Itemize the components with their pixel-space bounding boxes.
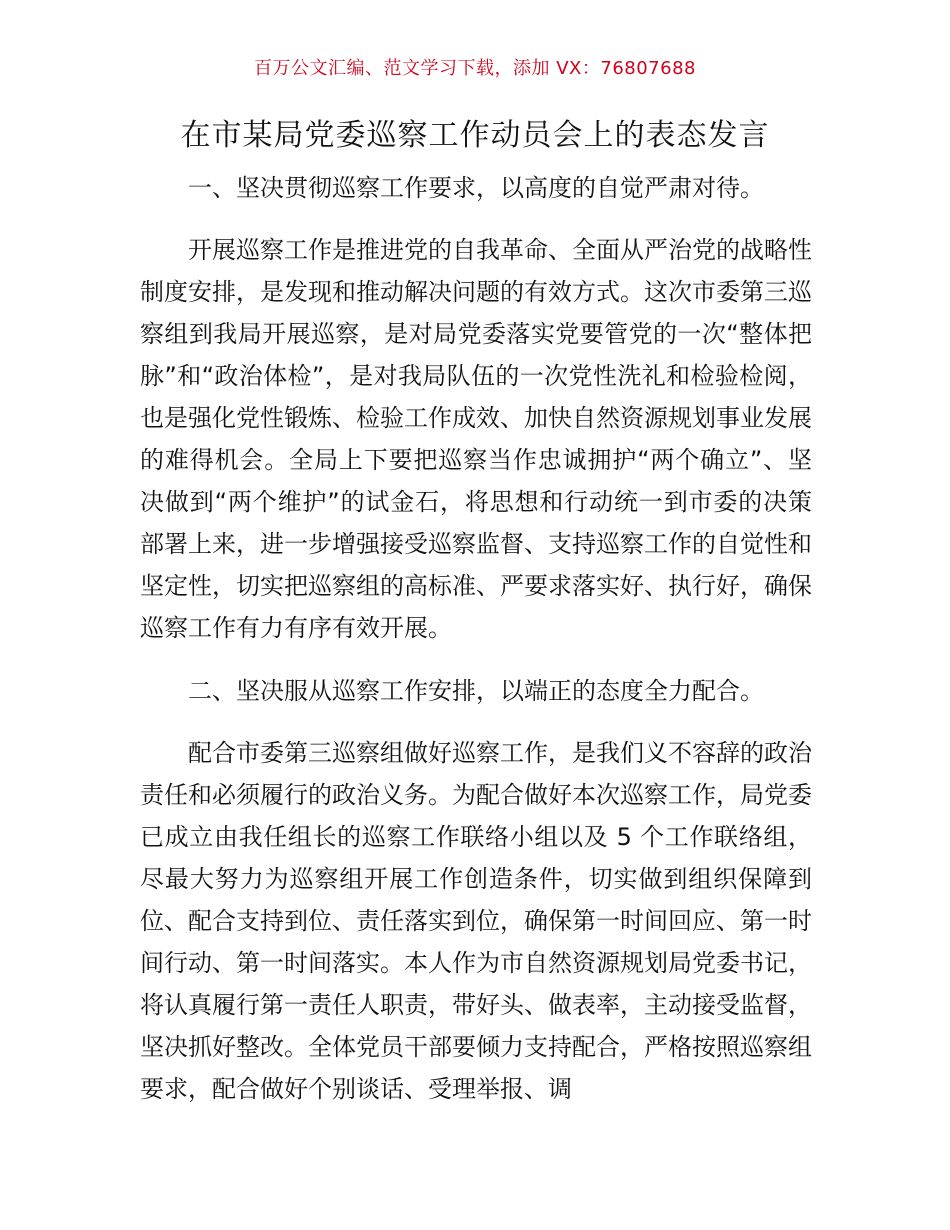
document-title: 在市某局党委巡察工作动员会上的表态发言: [180, 118, 770, 153]
section-2-paragraph: 配合市委第三巡察组做好巡察工作，是我们义不容辞的政治责任和必须履行的政治义务。为配合做好本次巡察工作，局党委已成立由我任组长的巡察工作联络小组以及 5 个工作联络组，尽最大努力为巡察组开展工作创造条件，切实做到组织保障到位、配合支持到位、责任落实到位，确保第一时间回应、第一时间行动、第一时间落实。本人作为市自然资源规划局党委书记，将认真履行第一责任人职责，带好头、做表率，主动接受监督，坚决抓好整改。全体党员干部要倾力支持配合，严格按照巡察组要求，配合做好个别谈话、受理举报、调: [140, 739, 812, 1103]
header-watermark-note: 百万公文汇编、范文学习下载，添加 VX：76807688: [254, 58, 696, 79]
document-body: [140, 167, 812, 1131]
section-2-heading: 二、坚决服从巡察工作安排，以端正的态度全力配合。: [188, 677, 764, 705]
section-1-heading: 一、坚决贯彻巡察工作要求，以高度的自觉严肃对待。: [188, 174, 764, 202]
section-1-paragraph: 开展巡察工作是推进党的自我革命、全面从严治党的战略性制度安排，是发现和推动解决问题的有效方式。这次市委第三巡察组到我局开展巡察，是对局党委落实党要管党的一次“整体把脉”和“政治体检”，是对我局队伍的一次党性洗礼和检验检阅，也是强化党性锻炼、检验工作成效、加快自然资源规划事业发展的难得机会。全局上下要把巡察当作忠诚拥护“两个确立”、坚决做到“两个维护”的试金石，将思想和行动统一到市委的决策部署上来，进一步增强接受巡察监督、支持巡察工作的自觉性和坚定性，切实把巡察组的高标准、严要求落实好、执行好，确保巡察工作有力有序有效开展。: [140, 236, 812, 642]
